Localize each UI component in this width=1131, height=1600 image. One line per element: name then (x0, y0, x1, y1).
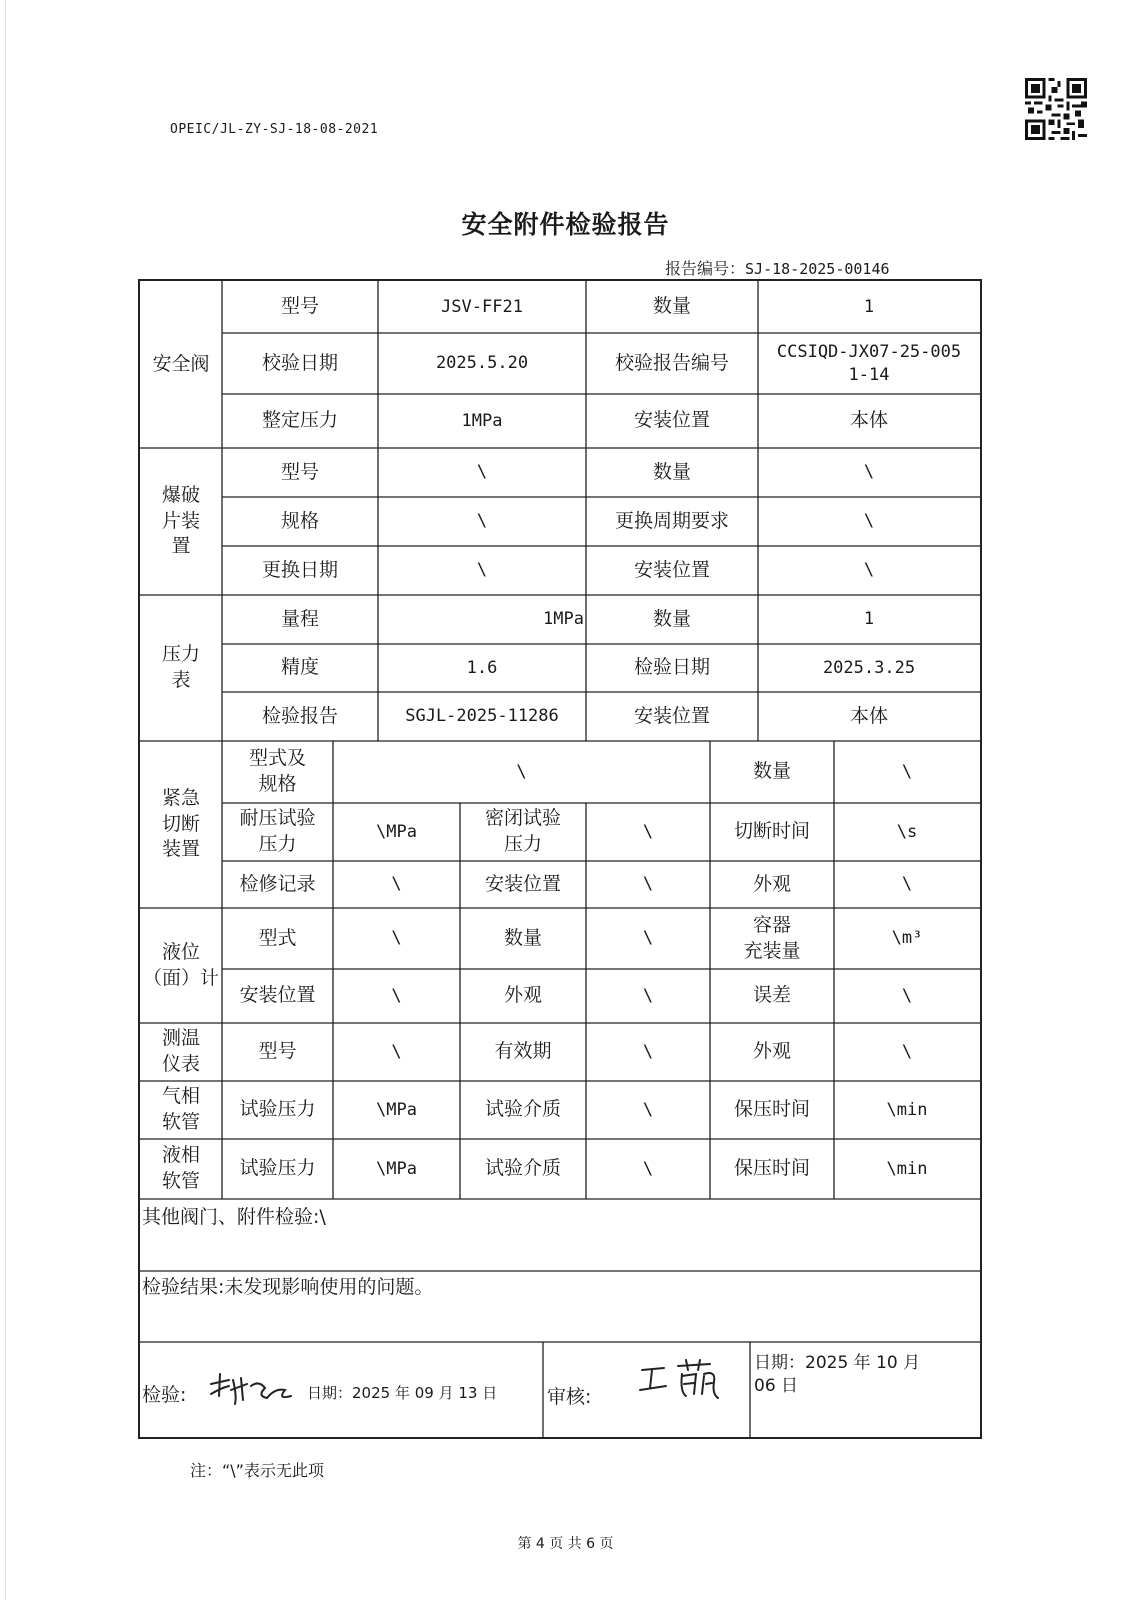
inspection-table (138, 279, 982, 1439)
report-number-label: 报告编号： (665, 259, 746, 278)
group-safety-valve: 安全阀 (152, 352, 210, 375)
safety-valve-qty-label: 数量 (652, 295, 691, 318)
gas-pressure: \MPa (376, 1099, 417, 1120)
report-title: 安全附件检验报告 (461, 210, 670, 239)
level-capacity-label: 容器 充装量 (743, 913, 801, 962)
group-rupture-disc: 爆破 片装 置 (161, 484, 200, 558)
cutoff-time-label: 切断时间 (733, 820, 810, 843)
gauge-accuracy-label: 精度 (280, 656, 319, 679)
level-location-label: 安装位置 (239, 984, 316, 1007)
safety-valve-model-label: 型号 (280, 295, 319, 318)
cutoff-type-label: 型式及 规格 (248, 747, 306, 795)
rupture-location: \ (863, 560, 875, 581)
rupture-spec-label: 规格 (280, 509, 319, 532)
thermo-validity: \ (642, 1041, 654, 1062)
gas-hold-label: 保压时间 (733, 1098, 810, 1121)
gas-hold: \min (886, 1099, 928, 1120)
rupture-qty: \ (863, 462, 875, 483)
rupture-replace-date-label: 更换日期 (261, 558, 338, 581)
level-qty: \ (642, 928, 654, 949)
liquid-hold: \min (886, 1158, 928, 1179)
level-error: \ (901, 985, 913, 1006)
review-date: 日期：2025 年 10 月 06 日 (754, 1353, 921, 1396)
safety-valve-check-date-label: 校验日期 (261, 351, 338, 374)
cutoff-proof: \MPa (376, 821, 417, 842)
other-valves-text: 其他阀门、附件检验:\ (142, 1206, 326, 1228)
cutoff-location-label: 安装位置 (484, 872, 561, 895)
cutoff-location: \ (642, 874, 654, 895)
group-level-gauge: 液位 （面）计 (142, 940, 219, 989)
thermo-appearance: \ (901, 1041, 913, 1062)
liquid-medium-label: 试验介质 (484, 1157, 561, 1180)
gas-pressure-label: 试验压力 (239, 1098, 316, 1121)
safety-valve-report-no: CCSIQD-JX07-25-005 1-14 (776, 341, 962, 385)
rupture-spec: \ (476, 511, 488, 532)
gauge-location: 本体 (849, 704, 888, 727)
liquid-hold-label: 保压时间 (733, 1157, 810, 1180)
cutoff-time: \s (896, 821, 918, 842)
inspector-label: 检验: (142, 1384, 187, 1407)
rupture-model: \ (476, 462, 488, 483)
level-location: \ (391, 985, 402, 1006)
safety-valve-set-pressure: 1MPa (461, 410, 503, 431)
report-number (665, 256, 890, 279)
level-error-label: 误差 (752, 984, 791, 1007)
inspect-date: 日期：2025 年 09 月 13 日 (307, 1383, 498, 1402)
safety-valve-model: JSV-FF21 (441, 296, 523, 317)
cutoff-type: \ (516, 761, 527, 782)
group-thermometer: 测温 仪表 (161, 1027, 200, 1075)
rupture-cycle-label: 更换周期要求 (614, 509, 729, 532)
qr-code-icon (1025, 78, 1087, 140)
cutoff-qty: \ (901, 761, 913, 782)
gauge-check-date: 2025.3.25 (822, 657, 916, 678)
safety-valve-check-date: 2025.5.20 (435, 353, 529, 374)
gauge-qty-label: 数量 (652, 607, 691, 630)
liquid-medium: \ (642, 1158, 654, 1179)
cutoff-qty-label: 数量 (752, 760, 791, 783)
rupture-location-label: 安装位置 (633, 558, 710, 581)
thermo-appearance-label: 外观 (752, 1040, 791, 1063)
inspection-result-text: 检验结果:未发现影响使用的问题。 (142, 1276, 434, 1298)
report-number-value: SJ-18-2025-00146 (745, 260, 890, 278)
reviewer-label: 审核: (547, 1386, 592, 1409)
safety-valve-qty: 1 (863, 296, 875, 317)
gauge-range: 1MPa (543, 609, 584, 630)
cutoff-repair-label: 检修记录 (239, 872, 316, 895)
liquid-pressure: \MPa (376, 1158, 417, 1179)
gauge-range-label: 量程 (280, 607, 319, 630)
thermo-model: \ (391, 1041, 402, 1062)
safety-valve-location: 本体 (849, 409, 888, 432)
thermo-validity-label: 有效期 (494, 1040, 552, 1063)
gauge-report-label: 检验报告 (261, 704, 338, 727)
gauge-accuracy: 1.6 (466, 657, 498, 678)
reviewer-signature (638, 1358, 728, 1402)
level-type-label: 型式 (258, 926, 297, 949)
gauge-check-date-label: 检验日期 (633, 656, 710, 679)
safety-valve-set-pressure-label: 整定压力 (261, 409, 338, 432)
footnote: 注：“\”表示无此项 (190, 1461, 324, 1480)
safety-valve-report-label: 校验报告编号 (614, 351, 729, 374)
level-capacity: \m³ (891, 928, 923, 949)
page-number: 第 4 页 共 6 页 (517, 1536, 614, 1552)
rupture-qty-label: 数量 (652, 460, 691, 483)
cutoff-seal-label: 密闭试验 压力 (484, 807, 561, 855)
group-gas-hose: 气相 软管 (161, 1085, 200, 1133)
inspector-signature (207, 1370, 297, 1410)
gauge-report: SGJL-2025-11286 (405, 706, 559, 727)
group-emergency-cutoff: 紧急 切断 装置 (161, 787, 200, 861)
cutoff-seal: \ (642, 821, 654, 842)
gauge-location-label: 安装位置 (633, 704, 710, 727)
gauge-qty: 1 (863, 609, 875, 630)
thermo-model-label: 型号 (258, 1040, 297, 1063)
rupture-cycle: \ (863, 511, 875, 532)
group-pressure-gauge: 压力 表 (161, 643, 200, 691)
level-qty-label: 数量 (503, 926, 542, 949)
safety-valve-location-label: 安装位置 (633, 409, 710, 432)
cutoff-repair: \ (391, 874, 402, 895)
level-appearance-label: 外观 (503, 984, 542, 1007)
document-id: OPEIC/JL-ZY-SJ-18-08-2021 (170, 122, 379, 137)
level-appearance: \ (642, 985, 654, 1006)
level-type: \ (391, 928, 402, 949)
liquid-pressure-label: 试验压力 (239, 1157, 316, 1180)
cutoff-appearance: \ (901, 874, 913, 895)
gas-medium: \ (642, 1099, 654, 1120)
cutoff-proof-label: 耐压试验 压力 (239, 807, 316, 855)
group-liquid-hose: 液相 软管 (161, 1144, 200, 1192)
rupture-replace-date: \ (476, 560, 488, 581)
cutoff-appearance-label: 外观 (752, 872, 791, 895)
gas-medium-label: 试验介质 (484, 1098, 561, 1121)
rupture-model-label: 型号 (280, 460, 319, 483)
